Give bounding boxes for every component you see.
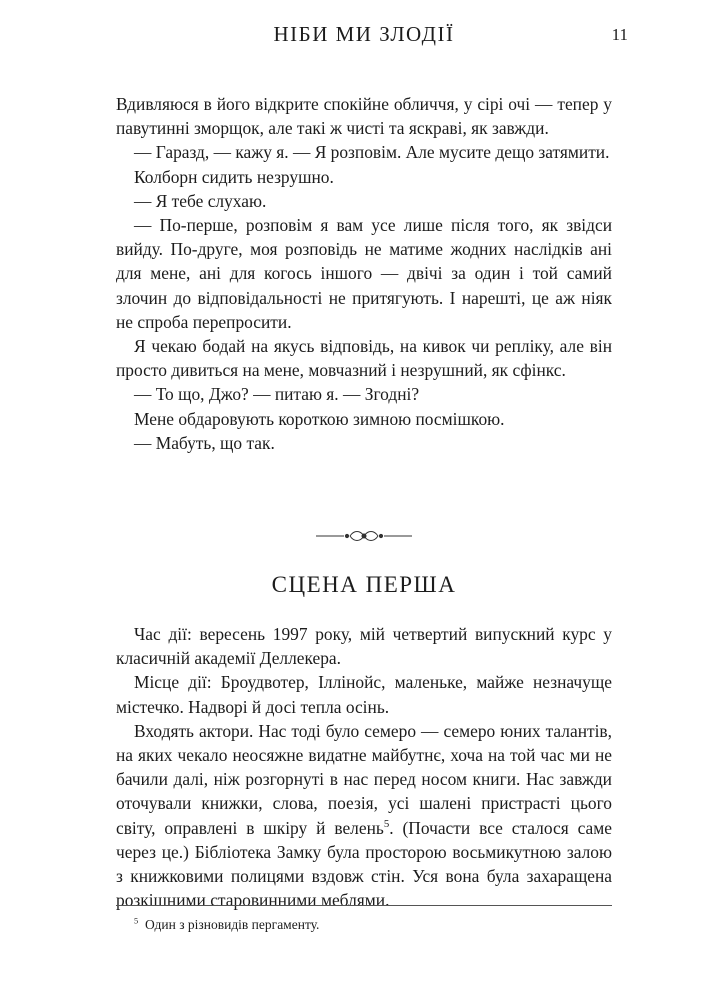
paragraph: — Гаразд, — кажу я. — Я розповім. Але мусите дещо затямити.: [134, 142, 610, 163]
paragraph: Мене обдаровують короткою зимною посмішкою.: [134, 408, 505, 429]
paragraph: — Я тебе слухаю.: [134, 190, 267, 211]
running-title: НІБИ МИ ЗЛОДІЇ: [273, 22, 455, 46]
footnote-reference: 5: [383, 817, 390, 830]
page-number: 11: [611, 25, 628, 44]
paragraph: — Мабуть, що так.: [134, 432, 275, 453]
footnote-marker: 5: [134, 916, 139, 926]
running-head: [0, 22, 728, 56]
section-divider-ornament: [314, 528, 414, 544]
paragraph: — То що, Джо? — питаю я. — Згодні?: [134, 384, 420, 405]
footnote: [134, 916, 319, 934]
paragraph-text: . (Почасти все сталося саме через це.) Бібліотека Замку була просторою восьмикутною залою з книжковими полицями вздовж стін. Уся вона була захаращена розкішними старовинними меблями.: [116, 817, 612, 911]
paragraph: Вдивляюся в його відкрите спокійне обличчя, у сірі очі — тепер у павутинні зморщок, але такі ж чисті та яскраві, як завжди.: [116, 94, 612, 139]
paragraph: Час дії: вересень 1997 року, мій четвертий випускний курс у класичній академії Деллекера.: [116, 624, 612, 669]
paragraph: Місце дії: Броудвотер, Іллінойс, маленьке, майже незначуще містечко. Надворі й досі тепла осінь.: [116, 672, 612, 717]
scene-text-block: [116, 622, 612, 912]
footnote-divider: [116, 905, 612, 906]
paragraph: — По-перше, розповім я вам усе лише після того, як звідси вийду. По-друге, моя розповідь не матиме жодних наслідків ані для мене, ані для когось іншого — двічі за один і той самий злочин до відповідальності не притягують. І нарешті, це аж ніяк не спроба перепросити.: [116, 215, 612, 332]
footnote-text: Один з різновидів пергаменту.: [144, 917, 320, 932]
paragraph: Колборн сидить незрушно.: [134, 166, 334, 187]
paragraph-text: Входять актори. Нас тоді було семеро — семеро юних талантів, на яких чекало неосяжне видатне майбутнє, хоча на той час ми не бачили далі, ніж розгорнуті в нас перед носом книги. Нас завжди оточували книжки, слова, поезія, усі шалені пристрасті цього світу, оправлені в шкіру й велень: [116, 720, 612, 838]
scene-title: СЦЕНА ПЕРША: [271, 572, 457, 597]
paragraph: [116, 719, 612, 913]
dialogue-block: [116, 92, 612, 455]
paragraph: Я чекаю бодай на якусь відповідь, на кивок чи репліку, але він просто дивиться на мене, мовчазний і незрушний, як сфінкс.: [116, 336, 612, 381]
